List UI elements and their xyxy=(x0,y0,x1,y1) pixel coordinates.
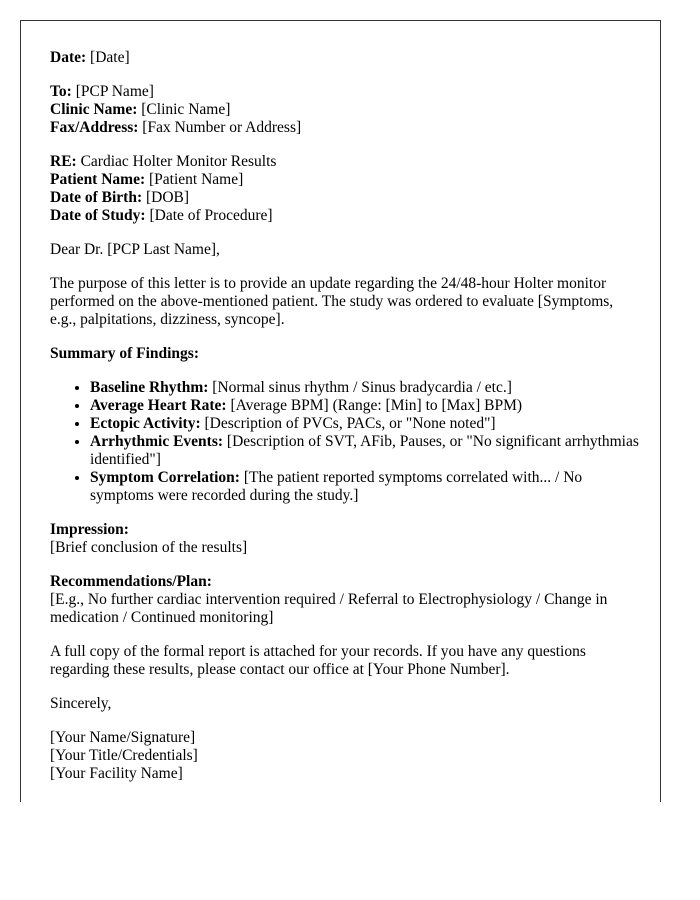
dob-label: Date of Birth: xyxy=(50,189,143,206)
finding-value: [Normal sinus rhythm / Sinus bradycardia / etc.] xyxy=(208,379,512,396)
list-item xyxy=(90,379,640,397)
closing-paragraph: A full copy of the formal report is attached for your records. If you have any questions regarding these results, please contact our office at [Your Phone Number]. xyxy=(50,643,586,678)
signature-block xyxy=(50,729,640,783)
date-value: [Date] xyxy=(86,49,130,66)
date-label: Date: xyxy=(50,49,87,66)
salutation: Dear Dr. [PCP Last Name], xyxy=(50,241,220,258)
re-value: Cardiac Holter Monitor Results xyxy=(76,153,277,170)
letter-content xyxy=(50,49,640,799)
study-date-label: Date of Study: xyxy=(50,207,146,224)
finding-label: Symptom Correlation: xyxy=(90,469,240,486)
finding-value: [The patient reported symptoms correlated with... / No symptoms were recorded during the study.] xyxy=(90,469,583,504)
signature-facility: [Your Facility Name] xyxy=(50,765,183,782)
signature-title: [Your Title/Credentials] xyxy=(50,747,198,764)
findings-heading: Summary of Findings: xyxy=(50,345,199,362)
closing-salutation: Sincerely, xyxy=(50,695,112,712)
finding-label: Ectopic Activity: xyxy=(90,415,201,432)
signature-name: [Your Name/Signature] xyxy=(50,729,196,746)
impression-block xyxy=(50,521,640,557)
clinic-value: [Clinic Name] xyxy=(137,101,231,118)
finding-value: [Description of PVCs, PACs, or "None noted"] xyxy=(200,415,496,432)
finding-value: [Average BPM] (Range: [Min] to [Max] BPM) xyxy=(226,397,523,414)
date-line xyxy=(50,49,640,67)
study-date-value: [Date of Procedure] xyxy=(145,207,273,224)
list-item xyxy=(90,433,640,469)
list-item xyxy=(90,397,640,415)
impression-heading: Impression: xyxy=(50,521,129,538)
recipient-block xyxy=(50,83,640,137)
finding-label: Arrhythmic Events: xyxy=(90,433,224,450)
fax-value: [Fax Number or Address] xyxy=(138,119,302,136)
impression-text: [Brief conclusion of the results] xyxy=(50,539,248,556)
dob-value: [DOB] xyxy=(142,189,190,206)
clinic-label: Clinic Name: xyxy=(50,101,138,118)
recommendations-block xyxy=(50,573,640,627)
patient-name-label: Patient Name: xyxy=(50,171,146,188)
list-item xyxy=(90,415,640,433)
intro-paragraph: The purpose of this letter is to provide an update regarding the 24/48-hour Holter monitor performed on the above-mentioned patient. The study was ordered to evaluate [Symptoms, e.g., palpitations, dizziness, syncope]. xyxy=(50,275,614,328)
recommendations-heading: Recommendations/Plan: xyxy=(50,573,212,590)
to-label: To: xyxy=(50,83,72,100)
finding-value: [Description of SVT, AFib, Pauses, or "No significant arrhythmias identified"] xyxy=(90,433,639,468)
fax-label: Fax/Address: xyxy=(50,119,139,136)
to-value: [PCP Name] xyxy=(71,83,154,100)
findings-list xyxy=(50,379,640,505)
recommendations-text: [E.g., No further cardiac intervention required / Referral to Electrophysiology / Change in medication / Continued monitoring] xyxy=(50,591,608,626)
letter-page xyxy=(20,20,661,802)
list-item xyxy=(90,469,640,505)
finding-label: Baseline Rhythm: xyxy=(90,379,209,396)
patient-name-value: [Patient Name] xyxy=(145,171,244,188)
reference-block xyxy=(50,153,640,225)
finding-label: Average Heart Rate: xyxy=(90,397,227,414)
re-label: RE: xyxy=(50,153,77,170)
